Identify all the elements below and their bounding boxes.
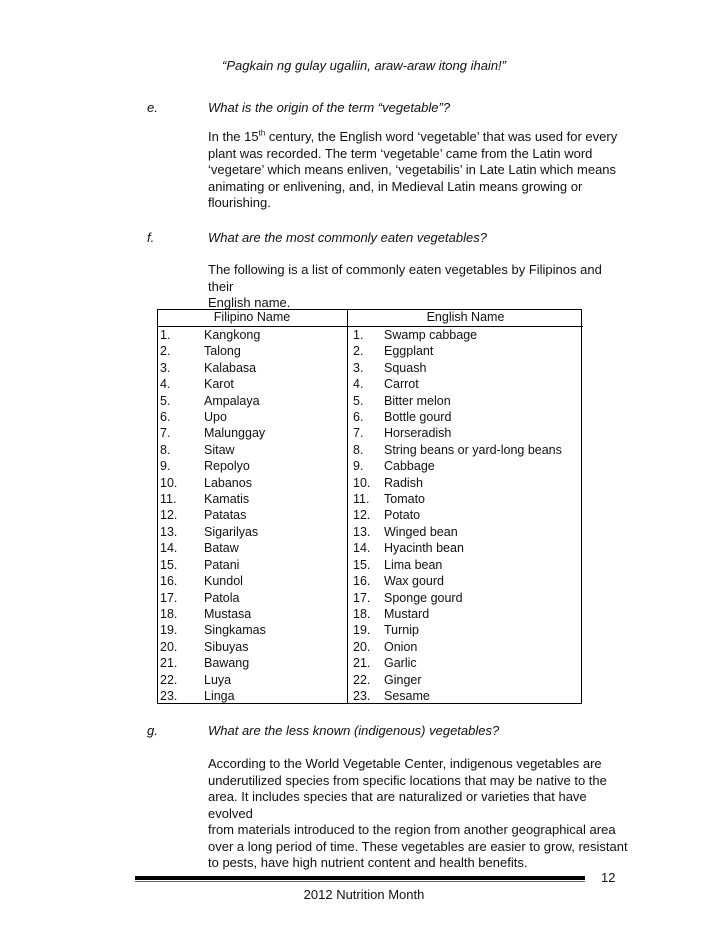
page-header-quote: “Pagkain ng gulay ugaliin, araw-araw itong ihain!” [222, 58, 506, 73]
english-name: Sesame [384, 688, 430, 703]
filipino-name: Bataw [204, 541, 239, 556]
section-g-line-1: According to the World Vegetable Center, indigenous vegetables are [208, 756, 602, 771]
row-number-english: 10. [348, 475, 385, 491]
section-e-line-4: animating or enlivening, and, in Medieval Latin means growing or [208, 178, 583, 194]
row-number-filipino: 19. [160, 623, 178, 638]
section-e-question: What is the origin of the term “vegetable”? [208, 100, 451, 115]
footer-text: 2012 Nutrition Month [303, 887, 425, 902]
filipino-name: Malunggay [204, 426, 266, 441]
section-f-answer [208, 262, 628, 312]
filipino-name: Labanos [204, 475, 252, 490]
row-number-english: 18. [348, 606, 385, 622]
vegetable-table [157, 309, 583, 704]
row-number-english: 8. [348, 442, 385, 458]
english-name: Tomato [384, 492, 425, 507]
footer-rule [135, 876, 585, 880]
english-name: String beans or yard-long beans [384, 442, 562, 457]
row-number-filipino: 8. [160, 442, 171, 457]
row-number-english: 13. [348, 524, 385, 540]
row-number-english: 11. [348, 491, 385, 507]
filipino-name: Patani [204, 557, 240, 572]
row-number-english: 16. [348, 573, 385, 589]
vegetable-table-body [157, 327, 583, 705]
section-g-question: What are the less known (indigenous) vegetables? [208, 723, 500, 738]
row-number-filipino: 21. [160, 656, 178, 671]
row-number-filipino: 20. [160, 639, 178, 654]
row-number-english: 2. [348, 343, 385, 359]
table-row [157, 393, 583, 409]
section-f-line-1: The following is a list of commonly eaten vegetables by Filipinos and their [208, 262, 602, 294]
filipino-name: Patola [204, 590, 240, 605]
row-number-filipino: 9. [160, 459, 171, 474]
section-g-line-5: over a long period of time. These vegetables are easier to grow, resistant [208, 838, 628, 854]
english-name: Squash [384, 360, 427, 375]
filipino-name: Singkamas [204, 623, 266, 638]
row-number-filipino: 18. [160, 606, 178, 621]
section-g-line-2: underutilized species from specific locations that may be native to the [208, 772, 607, 788]
english-name: Lima bean [384, 557, 443, 572]
filipino-name: Kangkong [204, 328, 261, 342]
table-row [157, 639, 583, 655]
row-number-english: 4. [348, 376, 385, 392]
section-g-line-4: from materials introduced to the region from another geographical area [208, 822, 616, 837]
row-number-filipino: 4. [160, 377, 171, 392]
table-row [157, 688, 583, 704]
row-number-filipino: 6. [160, 410, 171, 425]
table-row [157, 475, 583, 491]
row-number-filipino: 13. [160, 524, 178, 539]
row-number-filipino: 17. [160, 590, 178, 605]
filipino-name: Kamatis [204, 492, 250, 507]
english-name: Winged bean [384, 524, 458, 539]
section-e-line-2: plant was recorded. The term ‘vegetable’ came from the Latin word [208, 145, 593, 161]
filipino-name: Upo [204, 410, 227, 425]
row-number-english: 15. [348, 557, 385, 573]
table-row [157, 540, 583, 556]
english-name: Horseradish [384, 426, 452, 441]
section-e-line-3: ‘vegetare’ which means enliven, ‘vegetabilis’ in Late Latin which means [208, 162, 617, 177]
row-number-filipino: 10. [160, 475, 178, 490]
english-name: Cabbage [384, 459, 435, 474]
table-row [157, 590, 583, 606]
table-row [157, 376, 583, 392]
table-row [157, 622, 583, 638]
row-number-filipino: 11. [160, 492, 177, 507]
table-row [157, 409, 583, 425]
section-e-line-5: flourishing. [208, 195, 271, 210]
table-row [157, 327, 583, 344]
row-number-english: 20. [348, 639, 385, 655]
column-header-english: English Name [348, 309, 584, 327]
row-number-english: 19. [348, 622, 385, 638]
filipino-name: Patatas [204, 508, 247, 523]
row-number-english: 9. [348, 458, 385, 474]
filipino-name: Talong [204, 344, 241, 359]
section-g-line-6: to pests, have high nutrient content and health benefits. [208, 855, 528, 870]
english-name: Potato [384, 508, 421, 523]
section-f-letter: f. [147, 230, 155, 245]
row-number-english: 1. [348, 327, 385, 344]
row-number-filipino: 7. [160, 426, 171, 441]
row-number-english: 6. [348, 409, 385, 425]
row-number-filipino: 23. [160, 688, 178, 703]
english-name: Hyacinth bean [384, 541, 464, 556]
row-number-filipino: 2. [160, 344, 171, 359]
row-number-english: 21. [348, 655, 385, 671]
filipino-name: Karot [204, 377, 234, 392]
footer-rule-shadow [135, 881, 585, 882]
table-row [157, 343, 583, 359]
filipino-name: Luya [204, 672, 232, 687]
english-name: Onion [384, 639, 418, 654]
filipino-name: Ampalaya [204, 393, 260, 408]
section-f-question: What are the most commonly eaten vegetables? [208, 230, 487, 245]
section-e-answer [208, 129, 628, 212]
section-g-line-3: area. It includes species that are naturalized or varieties that have evolved [208, 789, 587, 821]
row-number-english: 3. [348, 360, 385, 376]
table-row [157, 360, 583, 376]
row-number-filipino: 22. [160, 672, 178, 687]
row-number-english: 5. [348, 393, 385, 409]
filipino-name: Linga [204, 688, 235, 703]
section-e-line-1: In the 15th century, the English word ‘vegetable’ that was used for every [208, 128, 618, 144]
table-row [157, 655, 583, 671]
english-name: Swamp cabbage [384, 328, 478, 342]
section-g-letter: g. [147, 723, 158, 738]
page-number: 12 [601, 870, 616, 885]
section-f-line-2: English name. [208, 295, 291, 310]
english-name: Sponge gourd [384, 590, 463, 605]
table-row [157, 491, 583, 507]
english-name: Turnip [384, 623, 419, 638]
filipino-name: Kundol [204, 574, 243, 589]
english-name: Wax gourd [384, 574, 444, 589]
filipino-name: Mustasa [204, 606, 252, 621]
row-number-english: 23. [348, 688, 385, 704]
english-name: Ginger [384, 672, 422, 687]
row-number-filipino: 16. [160, 574, 178, 589]
row-number-filipino: 15. [160, 557, 178, 572]
row-number-filipino: 14. [160, 541, 178, 556]
filipino-name: Sigarilyas [204, 524, 259, 539]
row-number-english: 14. [348, 540, 385, 556]
english-name: Bottle gourd [384, 410, 452, 425]
english-name: Radish [384, 475, 423, 490]
english-name: Carrot [384, 377, 419, 392]
row-number-filipino: 5. [160, 393, 171, 408]
row-number-filipino: 1. [160, 328, 171, 342]
table-row [157, 573, 583, 589]
section-g-answer [208, 756, 628, 872]
english-name: Mustard [384, 606, 430, 621]
filipino-name: Repolyo [204, 459, 250, 474]
row-number-english: 12. [348, 507, 385, 523]
row-number-filipino: 3. [160, 360, 171, 375]
section-e-letter: e. [147, 100, 158, 115]
column-header-filipino: Filipino Name [157, 309, 348, 327]
filipino-name: Sitaw [204, 442, 235, 457]
table-row [157, 557, 583, 573]
row-number-english: 7. [348, 425, 385, 441]
row-number-filipino: 12. [160, 508, 178, 523]
table-row [157, 442, 583, 458]
table-row [157, 425, 583, 441]
english-name: Garlic [384, 656, 417, 671]
filipino-name: Bawang [204, 656, 250, 671]
english-name: Bitter melon [384, 393, 451, 408]
table-row [157, 458, 583, 474]
row-number-english: 22. [348, 672, 385, 688]
english-name: Eggplant [384, 344, 434, 359]
row-number-english: 17. [348, 590, 385, 606]
filipino-name: Kalabasa [204, 360, 257, 375]
table-row [157, 606, 583, 622]
table-row [157, 507, 583, 523]
table-row [157, 524, 583, 540]
table-row [157, 672, 583, 688]
table-header-row [157, 309, 583, 327]
filipino-name: Sibuyas [204, 639, 249, 654]
